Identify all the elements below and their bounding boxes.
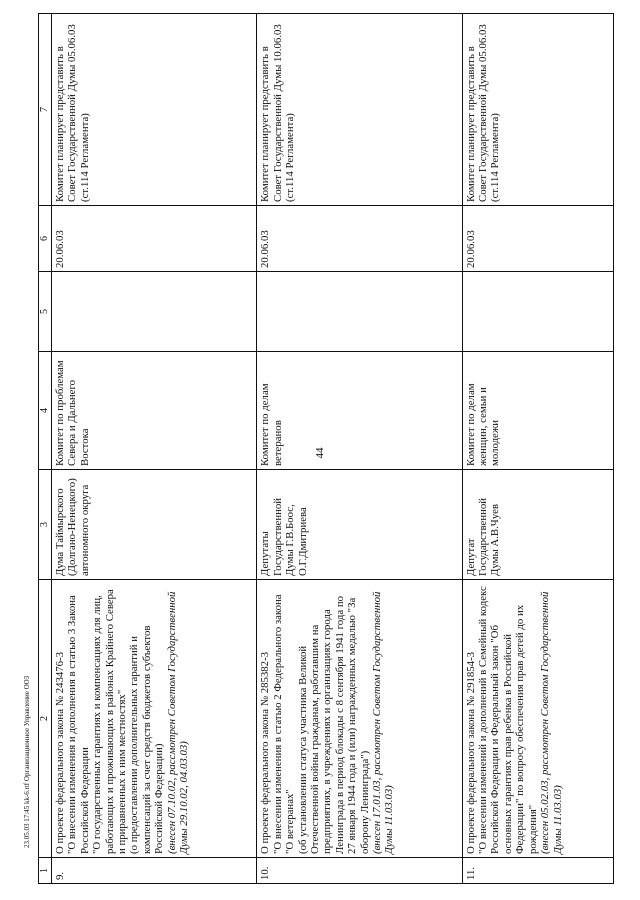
law-line: "О внесении изменений и дополнений в Семейный кодекс Российской Федерации и Федеральный закон "Об основных гарантиях прав ребенка в Российской Федерации" по вопросу обеспечения прав детей до их рождения" bbox=[477, 586, 539, 854]
row-number: 10. bbox=[257, 858, 462, 884]
date: 20.06.03 bbox=[52, 206, 257, 272]
law-description bbox=[462, 580, 613, 858]
date: 20.06.03 bbox=[462, 206, 613, 272]
page-number: 44 bbox=[314, 447, 326, 459]
law-description bbox=[257, 580, 462, 858]
date: 20.06.03 bbox=[257, 206, 462, 272]
column-5-cell bbox=[257, 272, 462, 352]
table-row bbox=[257, 14, 462, 884]
plan: Комитет планирует представить в Совет Государственной Думы 05.06.03 (ст.114 Регламента) bbox=[52, 14, 257, 206]
column-number: 4 bbox=[39, 352, 52, 470]
law-note: (внесен 17.01.03, рассмотрен Советом Государственной Думы 11.03.03) bbox=[370, 591, 396, 854]
table-row bbox=[52, 14, 257, 884]
row-number: 9. bbox=[52, 858, 257, 884]
law-line: (о предоставлении дополнительных гарантий и компенсаций за счет средств бюджетов субъектов Российской Федерации) bbox=[128, 625, 166, 854]
column-number: 3 bbox=[39, 470, 52, 580]
column-5-cell bbox=[52, 272, 257, 352]
column-number: 1 bbox=[39, 858, 52, 884]
plan: Комитет планирует представить в Совет Государственной Думы 10.06.03 (ст.114 Регламента) bbox=[257, 14, 462, 206]
column-number: 5 bbox=[39, 272, 52, 352]
law-line: "О внесении изменения и дополнения в статью 3 Закона Российской Федерации bbox=[66, 595, 91, 854]
column-number: 7 bbox=[39, 14, 52, 206]
column-5-cell bbox=[462, 272, 613, 352]
committee: Комитет по проблемам Севера и Дальнего Востока bbox=[52, 352, 257, 470]
law-line: О проекте федерального закона № 285382-3 bbox=[259, 651, 272, 854]
column-number-row bbox=[39, 14, 52, 884]
committee: Комитет по делам женщин, семьи и молодежи bbox=[462, 352, 613, 470]
initiator: Депутаты Государственной Думы Г.В.Боос, О.Г.Дмитриева bbox=[257, 470, 462, 580]
plan: Комитет планирует представить в Совет Государственной Думы 05.06.03 (ст.114 Регламента) bbox=[462, 14, 613, 206]
law-line: О проекте федерального закона № 243476-3 bbox=[54, 651, 66, 854]
footer-text: 23.05.03 17:45 kk-6.rtf Организационное Управление ООЗ bbox=[23, 675, 31, 848]
law-line: О проекте федерального закона № 291854-3 bbox=[464, 651, 477, 854]
row-number: 11. bbox=[462, 858, 613, 884]
law-note: (внесен 07.10.02, рассмотрен Советом Государственной Думы 29.10.02, 04.03.03) bbox=[165, 591, 191, 854]
law-note: (внесен 05.02.03, рассмотрен Советом Государственной Думы 11.03.03) bbox=[539, 591, 564, 854]
laws-table bbox=[38, 13, 614, 884]
committee: Комитет по делам ветеранов bbox=[257, 352, 462, 470]
column-number: 6 bbox=[39, 206, 52, 272]
law-line: (об установлении статуса участника Великой Отечественной войны гражданам, работавшим на предприятиях, в учреждениях и организациях города Ленинграда в период блокады с 8 сентября 1941 года по 27 января 1944 года и (или) награжденных медалью "За оборону Ленинграда") bbox=[296, 595, 371, 854]
law-line: "О внесении изменения в статью 2 Федерального закона "О ветеранах" bbox=[271, 594, 297, 854]
law-line: "О государственных гарантиях и компенсациях для лиц, работающих и проживающих в районах Крайнего Севера и приравненных к ним местностях" bbox=[91, 589, 129, 854]
initiator: Депутат Государственной Думы А.В.Чуев bbox=[462, 470, 613, 580]
table-row bbox=[462, 14, 613, 884]
column-number: 2 bbox=[39, 580, 52, 858]
law-description bbox=[52, 580, 257, 858]
initiator: Дума Таймырского (Долгано-Ненецкого) автономного округа bbox=[52, 470, 257, 580]
rotated-table-wrapper bbox=[38, 14, 614, 884]
